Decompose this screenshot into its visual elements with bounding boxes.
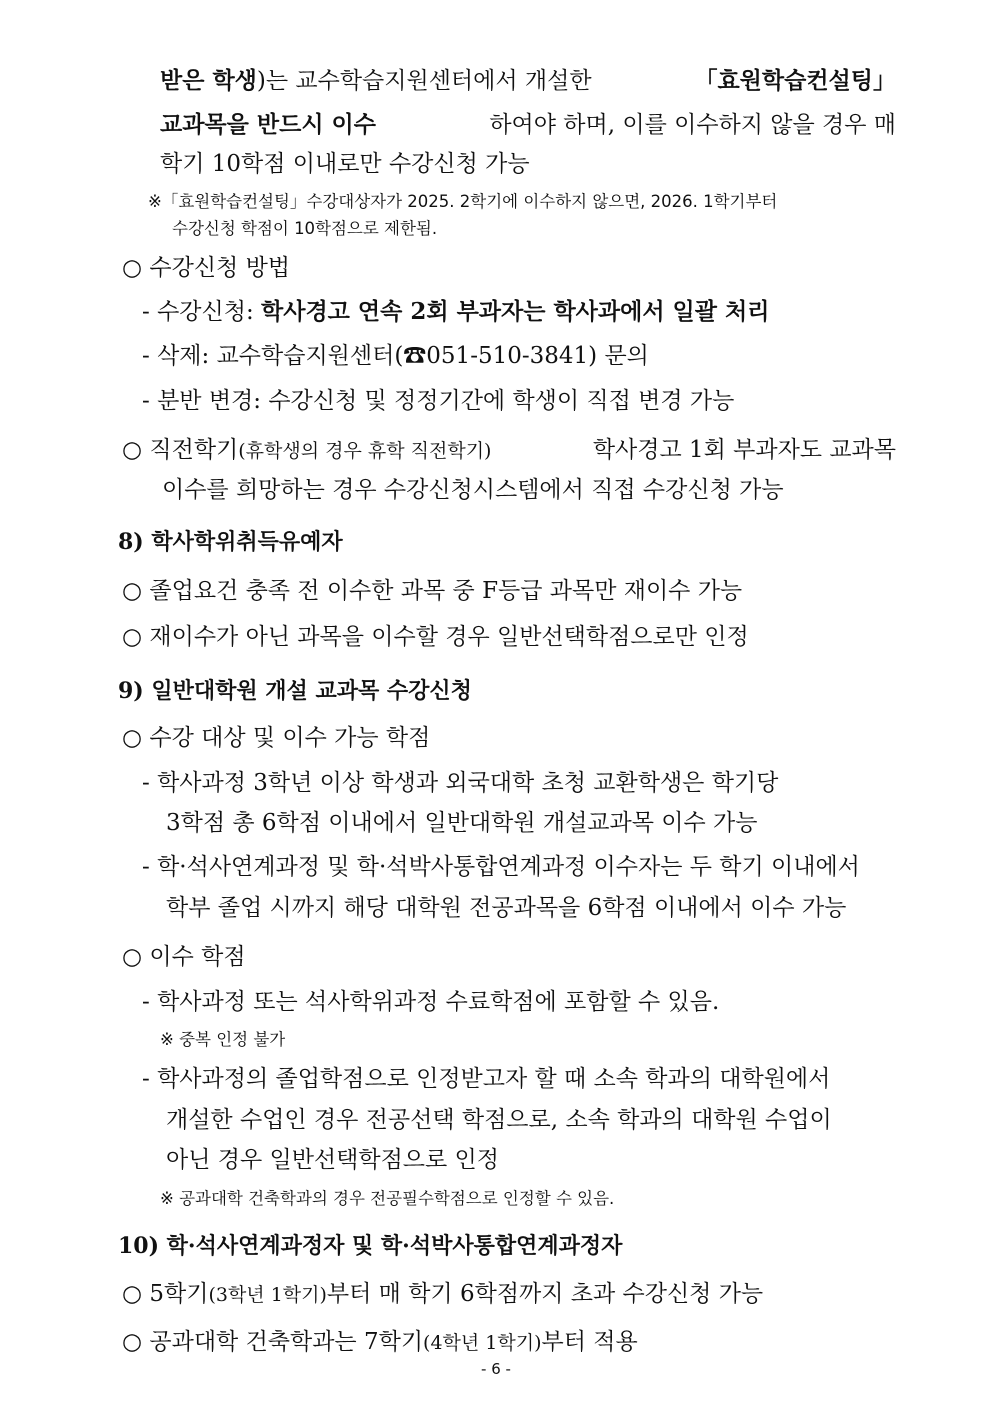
s9-dash-2-line-1: - 학·석사연계과정 및 학·석박사통합연계과정 이수자는 두 학기 이내에서 — [142, 854, 860, 880]
prev-line-2: 이수를 희망하는 경우 수강신청시스템에서 직접 수강신청 가능 — [162, 477, 784, 503]
prev-line-1 — [122, 435, 896, 466]
top-line-1 — [160, 66, 896, 96]
course-name: 「효원학습컨설팅」 — [694, 67, 896, 94]
method-item-1-bold: 학사경고 연속 2회 부과자는 학사과에서 일괄 처리 — [261, 298, 770, 325]
s9-dash-4-line-1: - 학사과정의 졸업학점으로 인정받고자 할 때 소속 학과의 대학원에서 — [142, 1066, 831, 1092]
top-line-2 — [160, 110, 896, 140]
top-line-3: 학기 10학점 이내로만 수강신청 가능 — [160, 151, 530, 177]
prev-l1-c: 학사경고 1회 부과자도 교과목 — [592, 437, 896, 463]
s9-bullet-1: ○ 수강 대상 및 이수 가능 학점 — [122, 725, 431, 751]
s10-b2-paren: (4학년 1학기) — [423, 1332, 542, 1354]
top-note-line-1: ※「효원학습컨설팅」수강대상자가 2025. 2학기에 이수하지 않으면, 2026. 1학기부터 — [148, 192, 778, 211]
method-title: ○ 수강신청 방법 — [122, 255, 290, 281]
s9-dash-4-line-2: 개설한 수업인 경우 전공선택 학점으로, 소속 학과의 대학원 수업이 — [166, 1107, 832, 1133]
prev-l1-paren: (휴학생의 경우 휴학 직전학기) — [238, 440, 492, 462]
s8-bullet-1: ○ 졸업요건 충족 전 이수한 과목 중 F등급 과목만 재이수 가능 — [122, 578, 743, 604]
s9-dash-2-line-2: 학부 졸업 시까지 해당 대학원 전공과목을 6학점 이내에서 이수 가능 — [166, 895, 847, 921]
section-8-heading: 8) 학사학위취득유예자 — [118, 529, 343, 555]
prev-l1-a: ○ 직전학기 — [122, 437, 239, 463]
s10-b1-c: 부터 매 학기 6학점까지 초과 수강신청 가능 — [326, 1281, 764, 1307]
top-l2-text: 하여야 하며, 이를 이수하지 않을 경우 매 — [489, 112, 896, 138]
s10-b2-a: ○ 공과대학 건축학과는 7학기 — [122, 1329, 424, 1355]
s10-b1-a: ○ 5학기 — [122, 1281, 209, 1307]
s9-bullet-2: ○ 이수 학점 — [122, 944, 246, 970]
top-l1-text: )는 교수학습지원센터에서 개설한 — [256, 68, 592, 94]
method-item-3: - 분반 변경: 수강신청 및 정정기간에 학생이 직접 변경 가능 — [142, 388, 735, 414]
s10-b2-c: 부터 적용 — [541, 1329, 638, 1355]
s10-b1-paren: (3학년 1학기) — [208, 1284, 327, 1306]
s9-dash-3: - 학사과정 또는 석사학위과정 수료학점에 포함할 수 있음. — [142, 989, 720, 1015]
s9-dash-4-line-3: 아닌 경우 일반선택학점으로 인정 — [166, 1147, 499, 1173]
s10-bullet-2 — [122, 1327, 638, 1358]
top-note-line-2: 수강신청 학점이 10학점으로 제한됨. — [172, 219, 438, 238]
s9-note-2: ※ 공과대학 건축학과의 경우 전공필수학점으로 인정할 수 있음. — [160, 1189, 615, 1208]
method-item-1-label: - 수강신청: — [142, 299, 262, 325]
section-10-heading: 10) 학·석사연계과정자 및 학·석박사통합연계과정자 — [118, 1233, 623, 1259]
page-number: - 6 - — [481, 1360, 511, 1378]
s9-note-1: ※ 중복 인정 불가 — [160, 1030, 286, 1049]
s9-dash-1-line-1 — [142, 768, 896, 798]
method-item-1 — [142, 297, 769, 327]
top-l2-bold: 교과목을 반드시 이수 — [160, 111, 376, 138]
top-l1-bold: 받은 학생 — [160, 67, 257, 94]
method-item-2: - 삭제: 교수학습지원센터(☎051-510-3841) 문의 — [142, 343, 649, 369]
s9-dash-1-line-2: 3학점 총 6학점 이내에서 일반대학원 개설교과목 이수 가능 — [166, 810, 758, 836]
s9-d1-l1: - 학사과정 3학년 이상 학생과 외국대학 초청 교환학생은 학기당 — [142, 770, 779, 796]
section-9-heading: 9) 일반대학원 개설 교과목 수강신청 — [118, 678, 472, 704]
s10-bullet-1 — [122, 1279, 763, 1310]
s8-bullet-2: ○ 재이수가 아닌 과목을 이수할 경우 일반선택학점으로만 인정 — [122, 624, 749, 650]
